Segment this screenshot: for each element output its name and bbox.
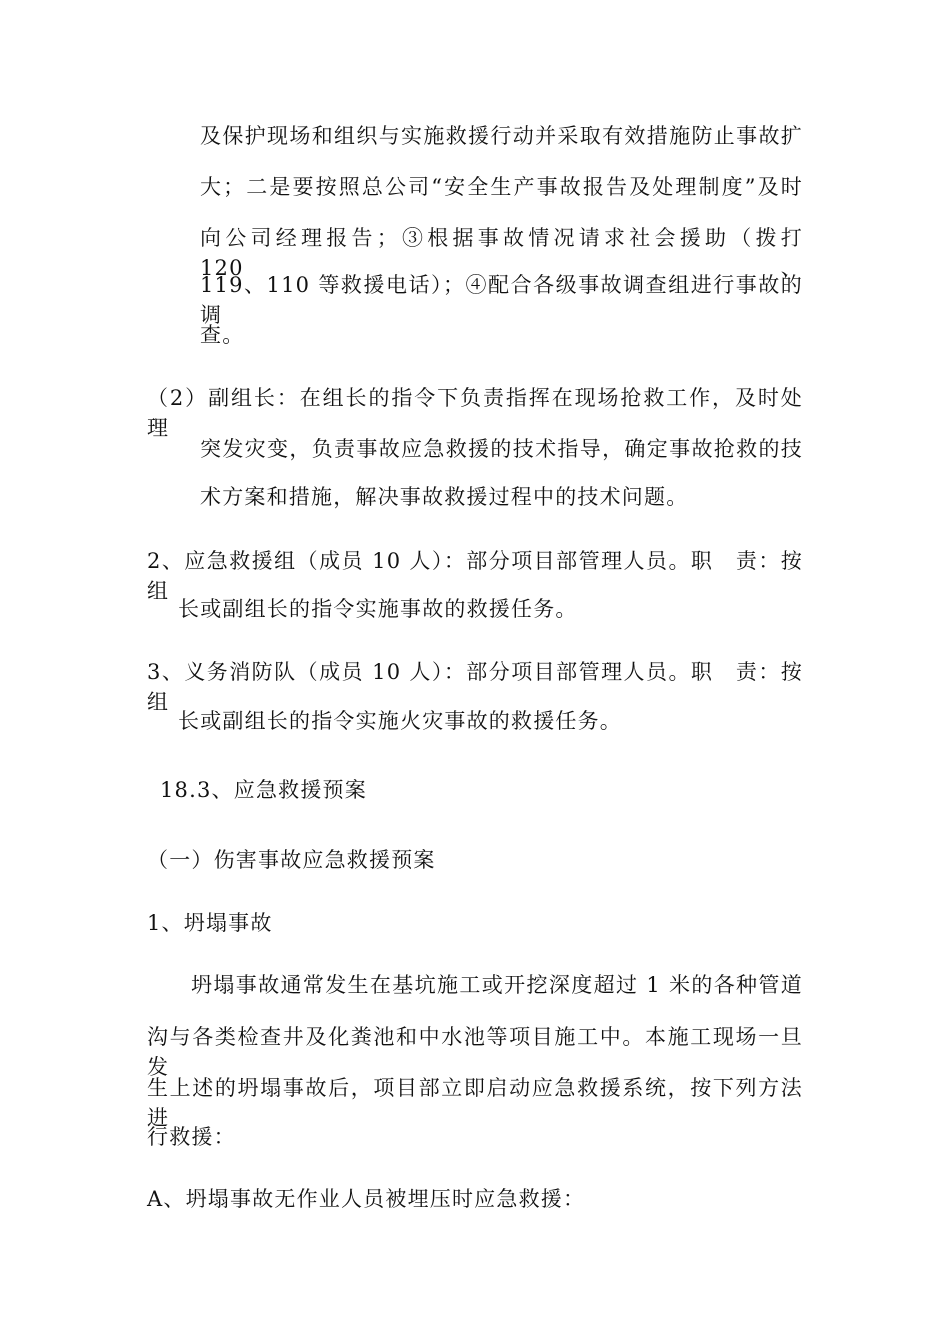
- paragraph-line: 术方案和措施，解决事故救援过程中的技术问题。: [200, 485, 689, 509]
- paragraph-line: 生上述的坍塌事故后，项目部立即启动应急救援系统，按下列方法进: [147, 1076, 803, 1130]
- paragraph-line: 及保护现场和组织与实施救援行动并采取有效措施防止事故扩: [200, 124, 803, 148]
- paragraph-line: 长或副组长的指令实施火灾事故的救援任务。: [178, 709, 622, 733]
- paragraph-line: 长或副组长的指令实施事故的救援任务。: [178, 597, 578, 621]
- subitem-heading: A、坍塌事故无作业人员被埋压时应急救援：: [147, 1187, 586, 1211]
- section-heading: 18.3、应急救援预案: [160, 778, 367, 802]
- subsection-heading: （一）伤害事故应急救援预案: [147, 848, 436, 872]
- paragraph-line: 向公司经理报告；③根据事故情况请求社会援助（拨打 120、: [200, 226, 803, 280]
- paragraph-line: 突发灾变，负责事故应急救援的技术指导，确定事故抢救的技: [200, 437, 803, 461]
- paragraph-line: 行救援：: [147, 1125, 236, 1149]
- paragraph-line: 坍塌事故通常发生在基坑施工或开挖深度超过 1 米的各种管道: [191, 973, 803, 997]
- item-heading: 1、坍塌事故: [147, 911, 273, 935]
- paragraph-line: 119、110 等救援电话）；④配合各级事故调查组进行事故的调: [200, 273, 803, 327]
- list-item-deputy-leader: （2）副组长：在组长的指令下负责指挥在现场抢救工作，及时处理: [147, 386, 803, 440]
- paragraph-line: 查。: [200, 323, 245, 347]
- list-item-rescue-team: 2、应急救援组（成员 10 人）：部分项目部管理人员。职 责：按组: [147, 549, 803, 603]
- paragraph-line: 沟与各类检查井及化粪池和中水池等项目施工中。本施工现场一旦发: [147, 1025, 803, 1079]
- list-item-fire-brigade: 3、义务消防队（成员 10 人）：部分项目部管理人员。职 责：按组: [147, 660, 803, 714]
- paragraph-line: 大；二是要按照总公司“安全生产事故报告及处理制度”及时: [200, 175, 803, 199]
